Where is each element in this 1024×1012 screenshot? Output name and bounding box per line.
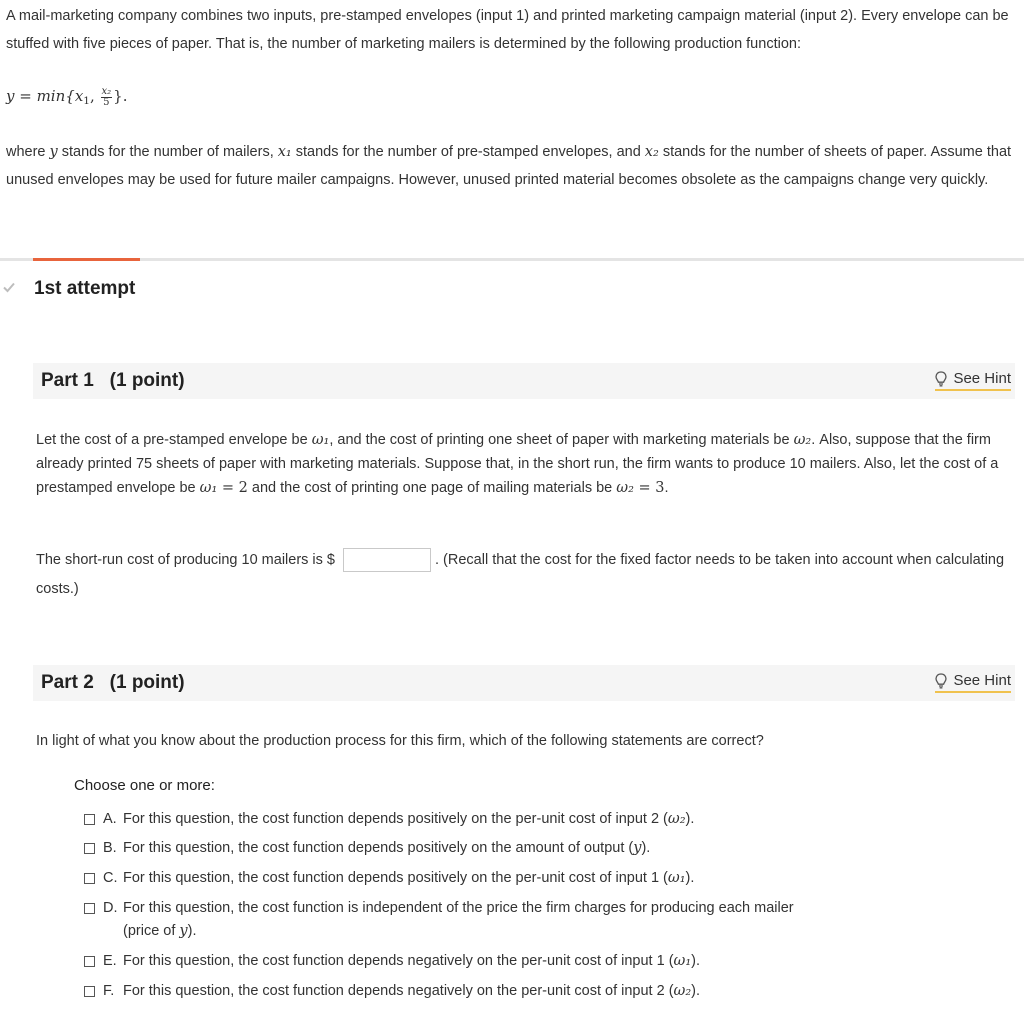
question-text: The short-run cost of producing 10 mailers is $ [36, 552, 335, 568]
attempt-title: 1st attempt [34, 278, 136, 299]
formula-rhs: }. [113, 87, 128, 105]
variable-definitions [6, 138, 1018, 194]
option-text: For this question, the cost function is independent of the price the firm charges for producing each mailer [123, 900, 794, 916]
option-e-checkbox[interactable] [84, 956, 95, 967]
fraction-denominator: 5 [103, 96, 110, 108]
option-f[interactable] [84, 980, 924, 1010]
formula-fraction [101, 87, 113, 108]
option-d-continuation [103, 920, 794, 943]
section-divider [0, 258, 1024, 261]
part1-problem-text [36, 428, 1016, 500]
value-w2: = 3 [633, 480, 665, 496]
option-a-checkbox[interactable] [84, 814, 95, 825]
option-symbol: y [633, 840, 642, 856]
answer-options [84, 808, 924, 1010]
option-symbol: ω₂ [673, 983, 692, 999]
symbol-w1: ω₁ [311, 432, 330, 448]
text: where [6, 144, 50, 160]
option-text-end: ). [641, 840, 651, 856]
value-w1: = 2 [217, 480, 248, 496]
option-a[interactable] [84, 808, 924, 837]
symbol-y: y [49, 144, 58, 160]
option-letter: E. [103, 953, 117, 969]
hint-label: See Hint [953, 672, 1011, 689]
part2-title: Part 2 (1 point) [41, 672, 185, 693]
option-text-end: ). [691, 953, 701, 969]
option-symbol: y [179, 923, 188, 939]
intro-paragraph: A mail-marketing company combines two inputs, pre-stamped envelopes (input 1) and printed marketing campaign material (input 2). Every envelope can be stuffed with five pieces of paper. That is, the number of marketing mailers is determined by the following production function: [6, 8, 1009, 52]
option-f-label[interactable] [103, 980, 700, 1003]
option-c[interactable] [84, 867, 924, 897]
symbol-w2: ω₂ [616, 480, 634, 496]
formula-lhs: y = min{ [6, 87, 75, 105]
part2-see-hint-link[interactable] [935, 672, 1011, 693]
text: stands for the number of sheets of paper. Assume that unused envelopes may be used for future mailer campaigns. However, unused printed material becomes obsolete as the campaigns change very quickly. [6, 144, 1012, 188]
formula-x1-sub: 1 [83, 95, 90, 107]
lightbulb-icon [935, 371, 947, 387]
part1-question [36, 546, 1016, 604]
choose-instruction: Choose one or more: [74, 777, 215, 794]
option-e[interactable] [84, 950, 924, 980]
checkmark-icon [2, 280, 16, 294]
option-letter: D. [103, 900, 118, 916]
text: . [664, 480, 669, 496]
text: stands for the number of mailers, [57, 144, 278, 160]
symbol-w2: ω₂ [793, 432, 812, 448]
option-letter: B. [103, 840, 117, 856]
option-text: For this question, the cost function depends positively on the per-unit cost of input 1 ( [123, 870, 668, 886]
question-note: . (Recall that the cost for the fixed factor needs to be taken into account when calculating costs.) [36, 552, 1005, 597]
option-text-end: ). [187, 923, 197, 939]
option-f-checkbox[interactable] [84, 986, 95, 997]
part2-header [33, 665, 1015, 701]
option-symbol: ω₁ [673, 953, 692, 969]
option-text: For this question, the cost function depends positively on the amount of output ( [123, 840, 634, 856]
option-text-end: ). [691, 983, 701, 999]
option-letter: A. [103, 811, 117, 827]
fraction-numerator: x₂ [101, 85, 112, 97]
option-b-label[interactable] [103, 837, 650, 860]
text: , and the cost of printing one sheet of paper with marketing materials be [329, 432, 794, 448]
option-text: For this question, the cost function depends negatively on the per-unit cost of input 1 ( [123, 953, 674, 969]
option-text: For this question, the cost function depends positively on the per-unit cost of input 2 ( [123, 811, 668, 827]
option-text-end: ). [685, 811, 695, 827]
option-letter: F. [103, 983, 115, 999]
option-symbol: ω₁ [667, 870, 686, 886]
option-a-label[interactable] [103, 808, 694, 831]
option-d-checkbox[interactable] [84, 903, 95, 914]
symbol-x1: x₁ [277, 144, 292, 160]
text: and the cost of printing one page of mailing materials be [247, 480, 617, 496]
text: . Also, suppose that the firm already printed 75 sheets of paper with marketing materials. Suppose that, in the short run, the firm wants to produce 10 mailers. Also, let the cost of a prestamped envelope be [36, 432, 999, 496]
lightbulb-icon [935, 673, 947, 689]
part2-question: In light of what you know about the production process for this firm, which of the following statements are correct? [36, 733, 764, 749]
text: Let the cost of a pre-stamped envelope be [36, 432, 312, 448]
attempt-tab-indicator [33, 258, 140, 261]
part1-title: Part 1 (1 point) [41, 370, 185, 391]
text: stands for the number of pre-stamped envelopes, and [291, 144, 645, 160]
part1-see-hint-link[interactable] [935, 370, 1011, 391]
option-b[interactable] [84, 837, 924, 867]
option-e-label[interactable] [103, 950, 700, 973]
option-text-end: ). [685, 870, 695, 886]
option-c-checkbox[interactable] [84, 873, 95, 884]
production-function [6, 86, 127, 108]
symbol-x2: x₂ [644, 144, 659, 160]
symbol-w1: ω₁ [199, 480, 218, 496]
problem-intro [6, 2, 1018, 58]
option-symbol: ω₂ [667, 811, 686, 827]
formula-sep: , [89, 87, 100, 105]
option-c-label[interactable] [103, 867, 694, 890]
option-text: (price of [123, 923, 180, 939]
short-run-cost-input[interactable] [343, 548, 431, 572]
option-b-checkbox[interactable] [84, 843, 95, 854]
option-letter: C. [103, 870, 118, 886]
part1-header [33, 363, 1015, 399]
option-d-label[interactable] [103, 897, 794, 943]
hint-label: See Hint [953, 370, 1011, 387]
option-d[interactable] [84, 897, 924, 950]
formula-x1: x [74, 87, 84, 105]
option-text: For this question, the cost function depends negatively on the per-unit cost of input 2 ( [123, 983, 674, 999]
